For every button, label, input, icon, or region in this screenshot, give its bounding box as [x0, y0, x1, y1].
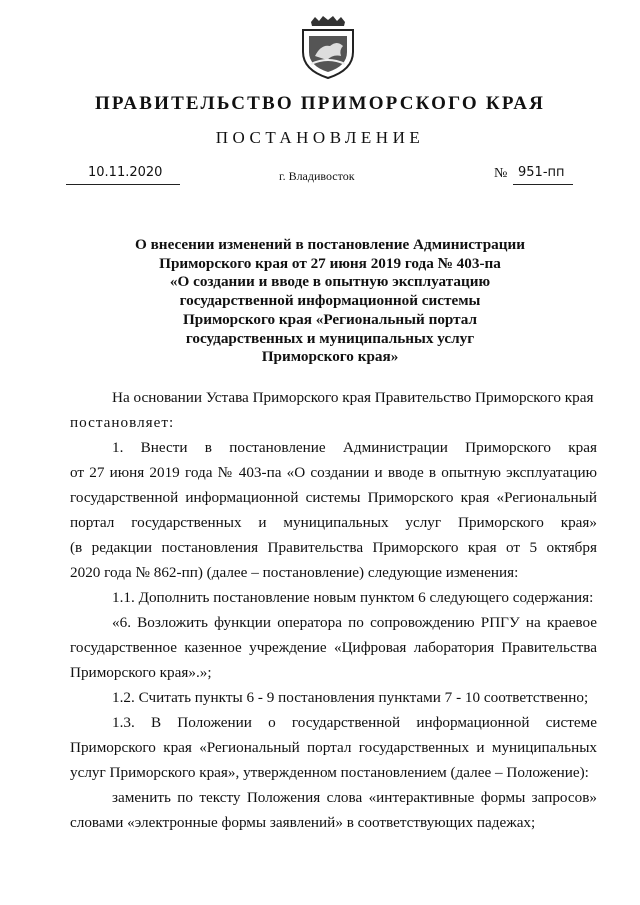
number-field — [513, 166, 573, 185]
body-line: заменить по тексту Положения слова «интерактивные формы запросов» — [112, 789, 597, 806]
body-line: 2020 года № 862-пп) (далее – постановление) следующие изменения: — [70, 564, 519, 581]
government-title: ПРАВИТЕЛЬСТВО ПРИМОРСКОГО КРАЯ — [94, 93, 546, 114]
body-line: «6. Возложить функции оператора по сопровождению РПГУ на краевое — [112, 614, 597, 631]
body-line: 1.3. В Положении о государственной информационной системе — [112, 714, 597, 731]
body-line: 1.1. Дополнить постановление новым пунктом 6 следующего содержания: — [112, 589, 594, 606]
number-label: № — [494, 166, 508, 181]
subject-line: Приморского края от 27 июня 2019 года № 403-па — [159, 254, 501, 272]
subject-line: «О создании и вводе в опытную эксплуатацию — [169, 273, 491, 291]
coat-of-arms-icon — [297, 16, 359, 80]
body-line: постановляет: — [70, 414, 175, 431]
body-line: (в редакции постановления Правительства Приморского края от 5 октября — [70, 539, 597, 556]
body-line: словами «электронные формы заявлений» в соответствующих падежах; — [70, 814, 536, 831]
body-line: 1.2. Считать пункты 6 - 9 постановления пунктами 7 - 10 соответственно; — [112, 689, 589, 706]
subject-line: О внесении изменений в постановление Администрации — [135, 236, 525, 253]
body-line: 1. Внести в постановление Администрации Приморского края — [112, 439, 597, 456]
document-city: г. Владивосток — [279, 169, 355, 183]
body-line: государственное казенное учреждение «Цифровая лаборатория Правительства — [70, 639, 597, 656]
body-line: портал государственных и муниципальных услуг Приморского края» — [70, 514, 597, 531]
body-line: услуг Приморского края», утвержденном постановлением (далее – Положение): — [70, 764, 589, 781]
subject-line: Приморского края» — [261, 348, 399, 366]
date-field — [66, 166, 180, 185]
subject-line: государственных и муниципальных услуг — [185, 329, 475, 347]
body-line: от 27 июня 2019 года № 403-па «О создании и вводе в опытную эксплуатацию — [70, 464, 597, 481]
body-line: Приморского края «Региональный портал государственных и муниципальных — [70, 739, 597, 756]
subject-line: Приморского края «Региональный портал — [182, 310, 478, 328]
document-meta-row — [0, 166, 640, 190]
document-date: 10.11.2020 — [88, 165, 163, 180]
document-body — [70, 385, 597, 835]
body-line: На основании Устава Приморского края Правительство Приморского края — [112, 389, 594, 406]
body-line: Приморского края».»; — [70, 664, 212, 681]
document-number: 951-пп — [518, 165, 565, 180]
subject-line: государственной информационной системы — [179, 292, 481, 310]
body-line: государственной информационной системы Приморского края «Региональный — [70, 489, 597, 506]
document-type: ПОСТАНОВЛЕНИЕ — [215, 128, 425, 147]
document-subject — [120, 236, 540, 367]
